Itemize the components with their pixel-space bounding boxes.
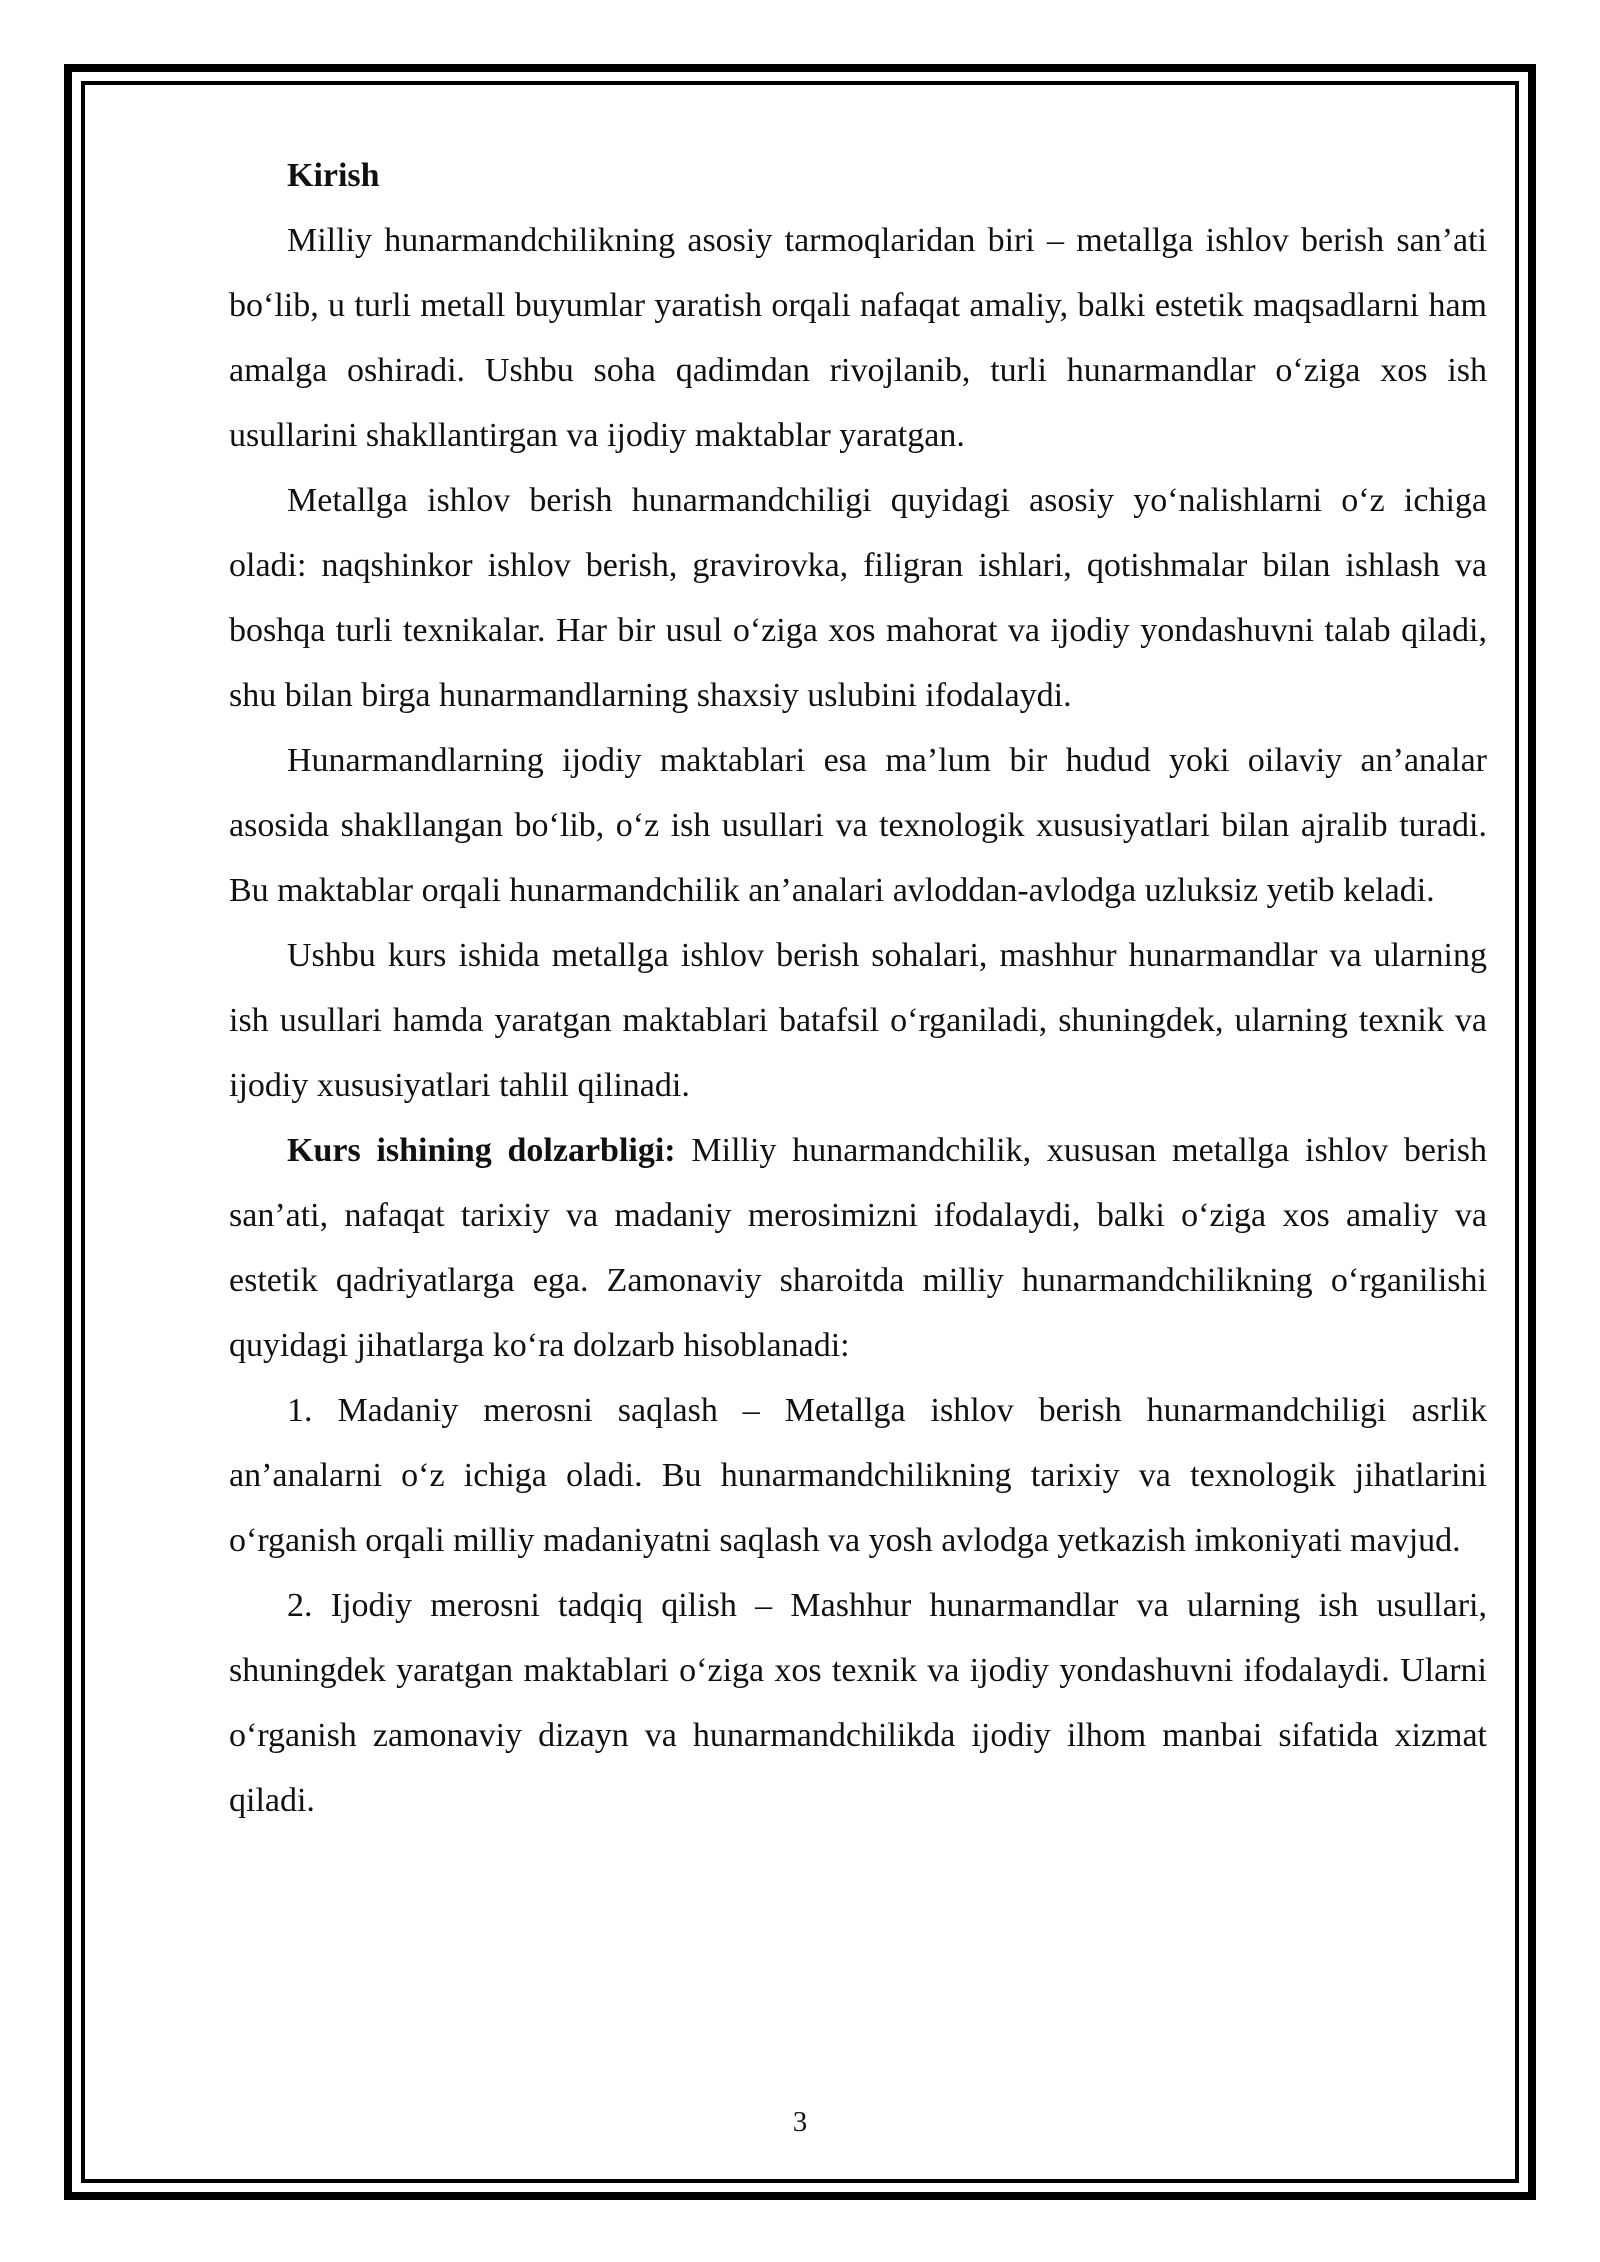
list-item-2: 2. Ijodiy merosni tadqiq qilish – Mashhur hunarmandlar va ularning ish usullari, shuningdek yaratgan maktablari o‘ziga xos texnik va ijodiy yondashuvni ifodalaydi. Ularni o‘rganish zamonaviy dizayn va hunarmandchilikda ijodiy ilhom manbai sifatida xizmat qiladi. — [229, 1587, 1487, 1819]
relevance-text: Milliy hunarmandchilik, xususan metallga ishlov berish san’ati, nafaqat tarixiy va madaniy merosimizni ifodalaydi, balki o‘ziga xos amaliy va estetik qadriyatlarga ega. Zamonaviy sharoitda milliy hunarmandchilikning o‘rganilishi quyidagi jihatlarga ko‘ra dolzarb hisoblanadi: — [229, 1132, 1487, 1364]
page-number: 3 — [792, 2106, 808, 2138]
paragraph-3: Hunarmandlarning ijodiy maktablari esa ma’lum bir hudud yoki oilaviy an’analar asosida shakllangan bo‘lib, o‘z ish usullari va texnologik xususiyatlari bilan ajralib turadi. Bu maktablar orqali hunarmandchilik an’analari avloddan-avlodga uzluksiz yetib keladi. — [229, 742, 1487, 909]
relevance-label: Kurs ishining dolzarbligi: — [287, 1132, 676, 1169]
document-body — [229, 143, 1487, 1833]
paragraph-4: Ushbu kurs ishida metallga ishlov berish sohalari, mashhur hunarmandlar va ularning ish usullari hamda yaratgan maktablari batafsil o‘rganiladi, shuningdek, ularning texnik va ijodiy xususiyatlari tahlil qilinadi. — [229, 937, 1487, 1104]
paragraph-1: Milliy hunarmandchilikning asosiy tarmoqlaridan biri – metallga ishlov berish san’ati bo‘lib, u turli metall buyumlar yaratish orqali nafaqat amaliy, balki estetik maqsadlarni ham amalga oshiradi. Ushbu soha qadimdan rivojlanib, turli hunarmandlar o‘ziga xos ish usullarini shakllantirgan va ijodiy maktablar yaratgan. — [229, 222, 1487, 454]
section-heading: Kirish — [287, 157, 380, 194]
paragraph-2: Metallga ishlov berish hunarmandchiligi quyidagi asosiy yo‘nalishlarni o‘z ichiga oladi: naqshinkor ishlov berish, gravirovka, filigran ishlari, qotishmalar bilan ishlash va boshqa turli texnikalar. Har bir usul o‘ziga xos mahorat va ijodiy yondashuvni talab qiladi, shu bilan birga hunarmandlarning shaxsiy uslubini ifodalaydi. — [229, 482, 1487, 714]
relevance-paragraph — [229, 1118, 1487, 1378]
list-item-1: 1. Madaniy merosni saqlash – Metallga ishlov berish hunarmandchiligi asrlik an’analarni o‘z ichiga oladi. Bu hunarmandchilikning tarixiy va texnologik jihatlarini o‘rganish orqali milliy madaniyatni saqlash va yosh avlodga yetkazish imkoniyati mavjud. — [229, 1392, 1487, 1559]
